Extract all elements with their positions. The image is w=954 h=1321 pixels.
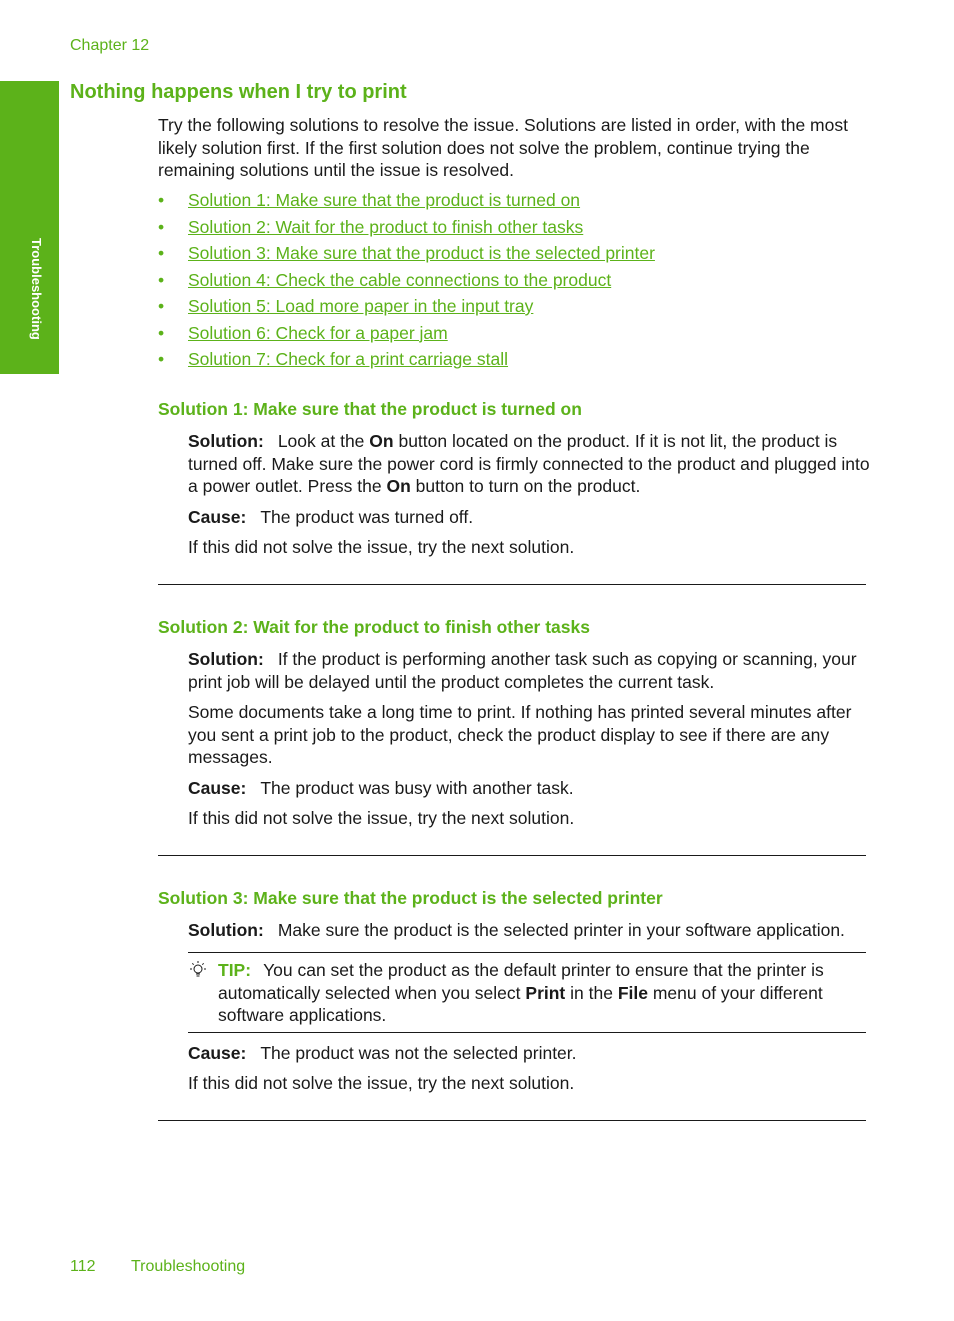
side-tab-label: Troubleshooting bbox=[29, 238, 44, 340]
lightbulb-icon bbox=[188, 960, 208, 980]
link-solution-2[interactable]: Solution 2: Wait for the product to finish other tasks bbox=[188, 216, 584, 237]
text-run: in the bbox=[565, 982, 618, 1003]
list-item bbox=[158, 216, 655, 243]
cause-text: The product was busy with another task. bbox=[260, 778, 574, 798]
tip-label: TIP: bbox=[218, 960, 252, 980]
solution-link-list bbox=[158, 189, 655, 375]
next-solution-note: If this did not solve the issue, try the next solution. bbox=[188, 808, 575, 828]
solution-1-cause bbox=[188, 506, 870, 529]
tip-top-rule bbox=[188, 952, 866, 953]
link-solution-1[interactable]: Solution 1: Make sure that the product is turned on bbox=[188, 190, 581, 210]
section-title-solution-1: Solution 1: Make sure that the product is turned on bbox=[158, 399, 582, 419]
link-solution-4[interactable]: Solution 4: Check the cable connections to the product bbox=[188, 269, 612, 290]
text-run: menu of your different software applications. bbox=[218, 982, 823, 1025]
solution-label: Solution: bbox=[188, 431, 264, 451]
chapter-label: Chapter 12 bbox=[70, 37, 150, 54]
list-item bbox=[158, 322, 655, 349]
solution-label: Solution: bbox=[188, 649, 264, 669]
cause-label: Cause: bbox=[188, 778, 247, 798]
bullet: • bbox=[158, 190, 165, 210]
section-title-solution-2: Solution 2: Wait for the product to finish other tasks bbox=[158, 617, 590, 637]
bullet: • bbox=[158, 216, 165, 237]
next-solution-note: If this did not solve the issue, try the next solution. bbox=[188, 1073, 575, 1093]
page-number: 112 bbox=[70, 1258, 96, 1275]
text-run: You can set the product as the default printer to ensure that the printer is automatically selected when you select bbox=[218, 960, 824, 1003]
page-title: Nothing happens when I try to print bbox=[70, 81, 407, 103]
text-run: Look at the bbox=[277, 431, 370, 451]
cause-label: Cause: bbox=[188, 507, 247, 527]
section-divider bbox=[158, 584, 866, 585]
list-item bbox=[158, 269, 655, 296]
link-solution-7[interactable]: Solution 7: Check for a print carriage stall bbox=[188, 349, 509, 369]
solution-label: Solution: bbox=[188, 920, 264, 940]
link-solution-6[interactable]: Solution 6: Check for a paper jam bbox=[188, 322, 448, 343]
cause-text: The product was turned off. bbox=[260, 507, 474, 527]
bullet: • bbox=[158, 269, 165, 290]
text-run: If the product is performing another task such as copying or scanning, your print job will be delayed until the product completes the current task. bbox=[188, 649, 857, 692]
solution-3-text bbox=[188, 919, 870, 942]
solution-3-cause bbox=[188, 1042, 870, 1065]
menu-name-file: File bbox=[617, 982, 648, 1003]
section-title-solution-3: Solution 3: Make sure that the product is the selected printer bbox=[158, 888, 663, 908]
cause-label: Cause: bbox=[188, 1043, 247, 1063]
link-solution-3[interactable]: Solution 3: Make sure that the product is the selected printer bbox=[188, 243, 655, 263]
solution-2-cause bbox=[188, 777, 870, 800]
text-run: button to turn on the product. bbox=[410, 476, 641, 496]
link-solution-5[interactable]: Solution 5: Load more paper in the input tray bbox=[188, 296, 534, 316]
text-run: Make sure the product is the selected printer in your software application. bbox=[277, 920, 845, 940]
bullet: • bbox=[158, 296, 165, 316]
solution-2-text bbox=[188, 648, 870, 693]
list-item bbox=[158, 189, 655, 216]
tip-text bbox=[218, 959, 868, 1027]
solution-2-extra: Some documents take a long time to print. If nothing has printed several minutes after you sent a print job to the product, check the product display to see if there are any messages. bbox=[188, 702, 852, 767]
tip-bottom-rule bbox=[188, 1032, 866, 1033]
bullet: • bbox=[158, 243, 165, 263]
next-solution-note: If this did not solve the issue, try the next solution. bbox=[188, 537, 575, 557]
menu-command-print: Print bbox=[525, 982, 566, 1003]
text-run: button located on the product. If it is not lit, the product is turned off. Make sure the power cord is firmly connected to the product and plugged into a power outlet. Press the bbox=[188, 431, 870, 496]
bullet: • bbox=[158, 322, 165, 343]
section-divider bbox=[158, 855, 866, 856]
bullet: • bbox=[158, 349, 165, 369]
on-button-name: On bbox=[386, 476, 411, 496]
cause-text: The product was not the selected printer. bbox=[260, 1043, 577, 1063]
section-divider bbox=[158, 1120, 866, 1121]
list-item bbox=[158, 295, 655, 322]
list-item bbox=[158, 242, 655, 269]
footer-section-name: Troubleshooting bbox=[131, 1258, 246, 1275]
on-button-name: On bbox=[369, 431, 394, 451]
list-item bbox=[158, 348, 655, 375]
solution-1-text bbox=[188, 430, 870, 498]
intro-paragraph: Try the following solutions to resolve the issue. Solutions are listed in order, with the most likely solution first. If the first solution does not solve the problem, continue trying the remaining solutions until the issue is resolved. bbox=[158, 115, 848, 180]
